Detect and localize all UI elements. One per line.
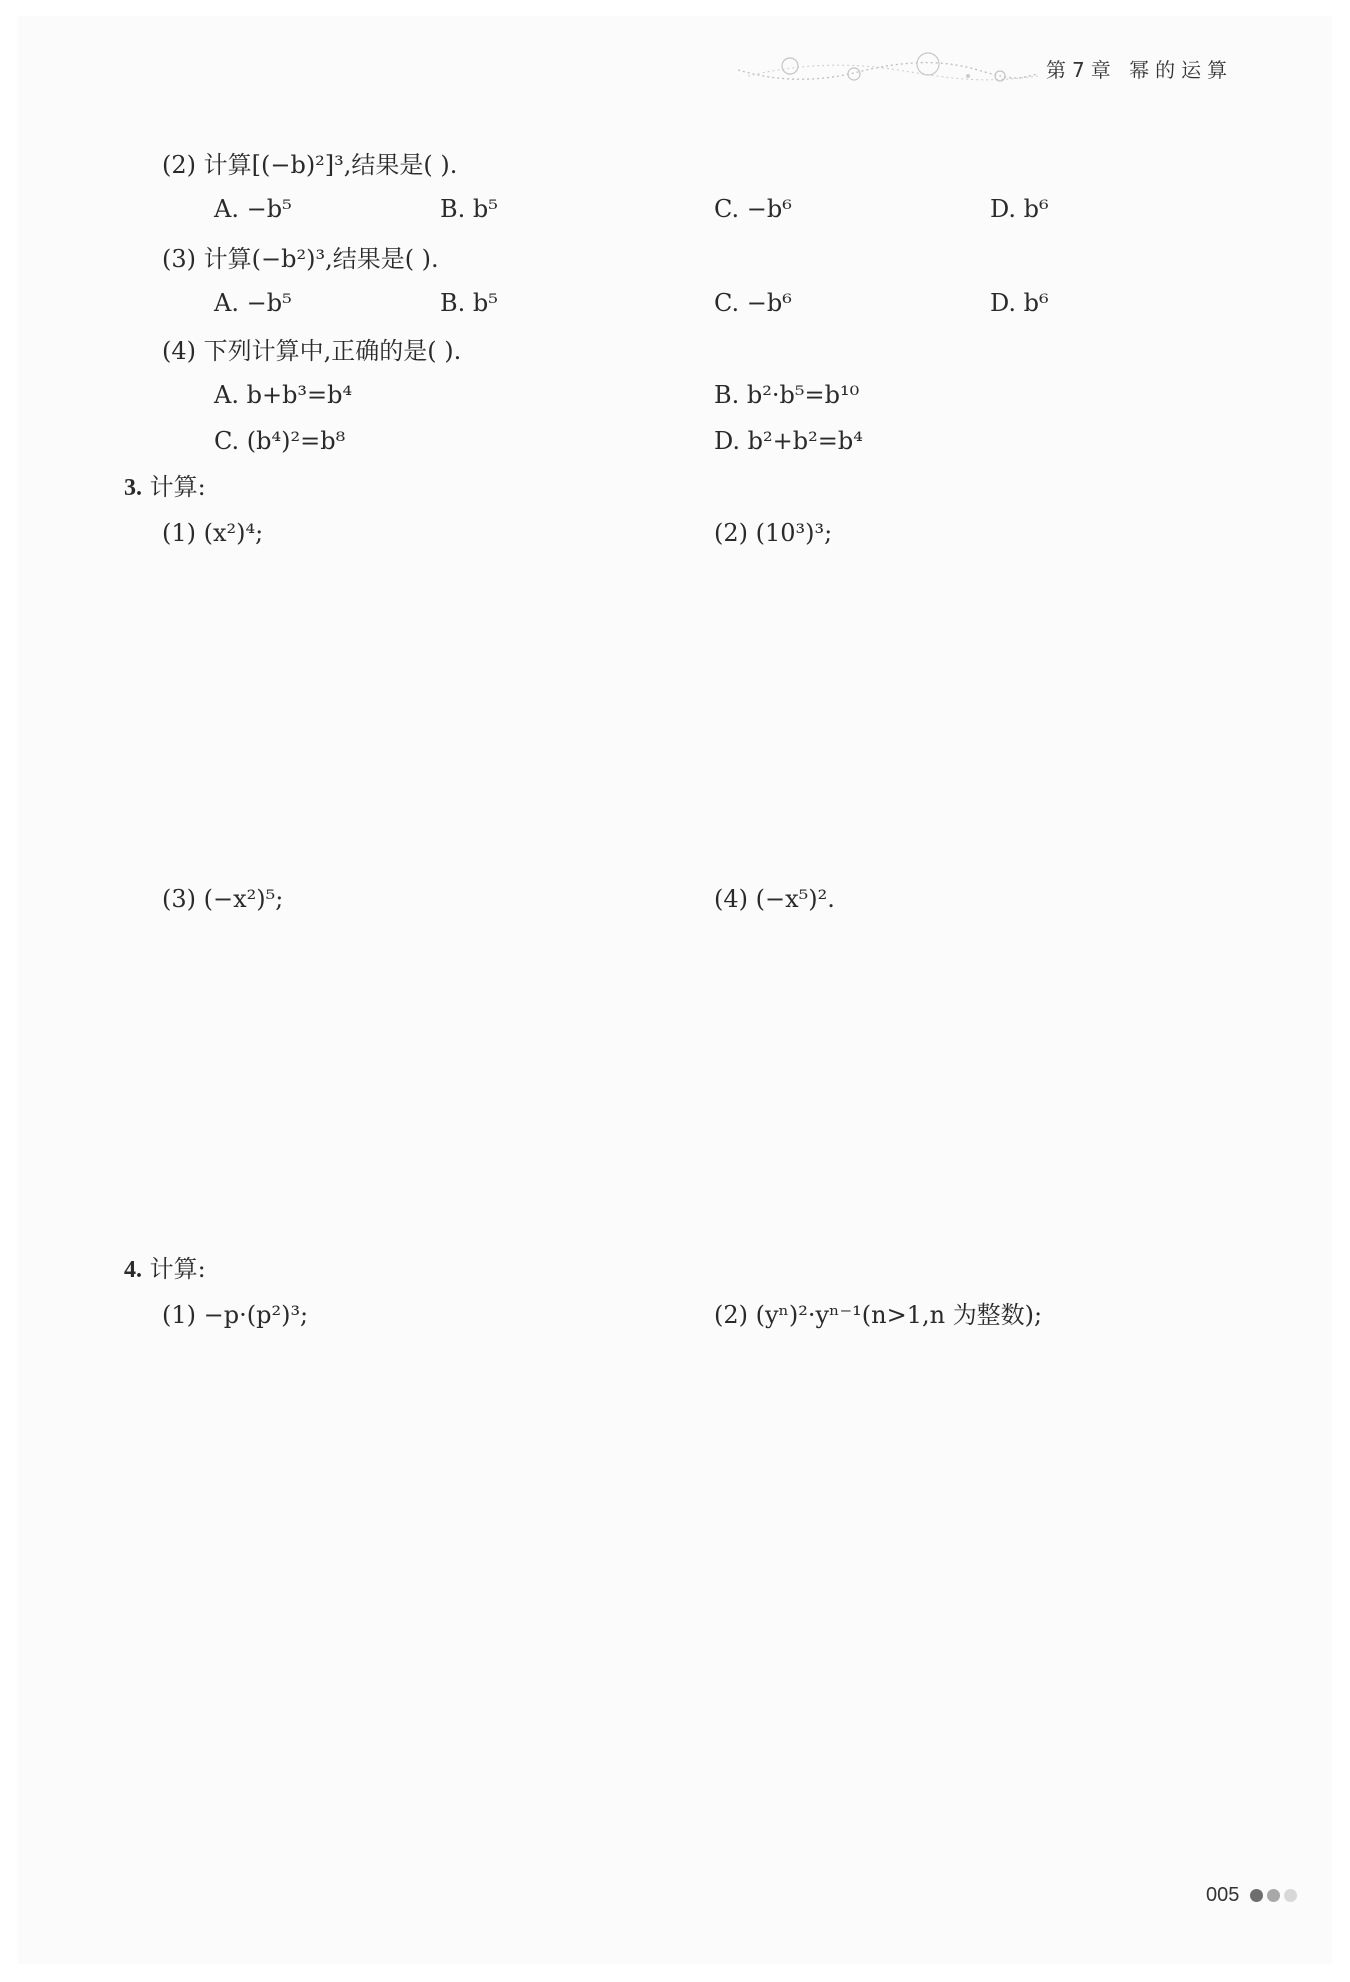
q4-number: 4. [124, 1257, 142, 1283]
chapter-title: 第7章 幂的运算 [1046, 58, 1234, 82]
q2-sub3-option-d: D. b⁶ [990, 289, 1049, 317]
q2-sub3-option-c: C. −b⁶ [714, 289, 792, 317]
q2-sub4-stem: (4) 下列计算中,正确的是( ). [162, 337, 462, 365]
header-decoration [738, 52, 1038, 92]
q2-sub2-option-b: B. b⁵ [440, 195, 498, 223]
q2-sub4-option-b: B. b²·b⁵=b¹⁰ [714, 381, 860, 409]
q3-number: 3. [124, 475, 142, 501]
dot-light [1284, 1889, 1297, 1902]
dot-medium [1267, 1889, 1280, 1902]
q3-item-1: (1) (x²)⁴; [162, 519, 264, 547]
q3-item-2: (2) (10³)³; [714, 519, 833, 547]
q2-sub3-option-a: A. −b⁵ [214, 289, 292, 317]
q3-item-4: (4) (−x⁵)². [714, 885, 835, 913]
q4-heading [124, 1254, 206, 1285]
q3-heading [124, 472, 206, 503]
q2-sub2-stem: (2) 计算[(−b)²]³,结果是( ). [162, 151, 458, 179]
dot-dark [1250, 1889, 1263, 1902]
q2-sub4-option-d: D. b²+b²=b⁴ [714, 427, 863, 455]
q2-sub4-option-a: A. b+b³=b⁴ [214, 381, 353, 409]
q4-title: 计算: [149, 1255, 206, 1283]
q2-sub3-stem: (3) 计算(−b²)³,结果是( ). [162, 245, 439, 273]
q2-sub2-option-d: D. b⁶ [990, 195, 1049, 223]
q3-item-3: (3) (−x²)⁵; [162, 885, 284, 913]
q4-item-1: (1) −p·(p²)³; [162, 1301, 309, 1329]
q2-sub4-option-c: C. (b⁴)²=b⁸ [214, 427, 346, 455]
page-number: 005 [1206, 1884, 1240, 1906]
q3-title: 计算: [149, 473, 206, 501]
q2-sub2-option-c: C. −b⁶ [714, 195, 792, 223]
q2-sub3-option-b: B. b⁵ [440, 289, 498, 317]
page-dots-decoration [1250, 1889, 1297, 1902]
q4-item-2: (2) (yⁿ)²·yⁿ⁻¹(n>1,n 为整数); [714, 1301, 1043, 1329]
q2-sub2-option-a: A. −b⁵ [214, 195, 292, 223]
